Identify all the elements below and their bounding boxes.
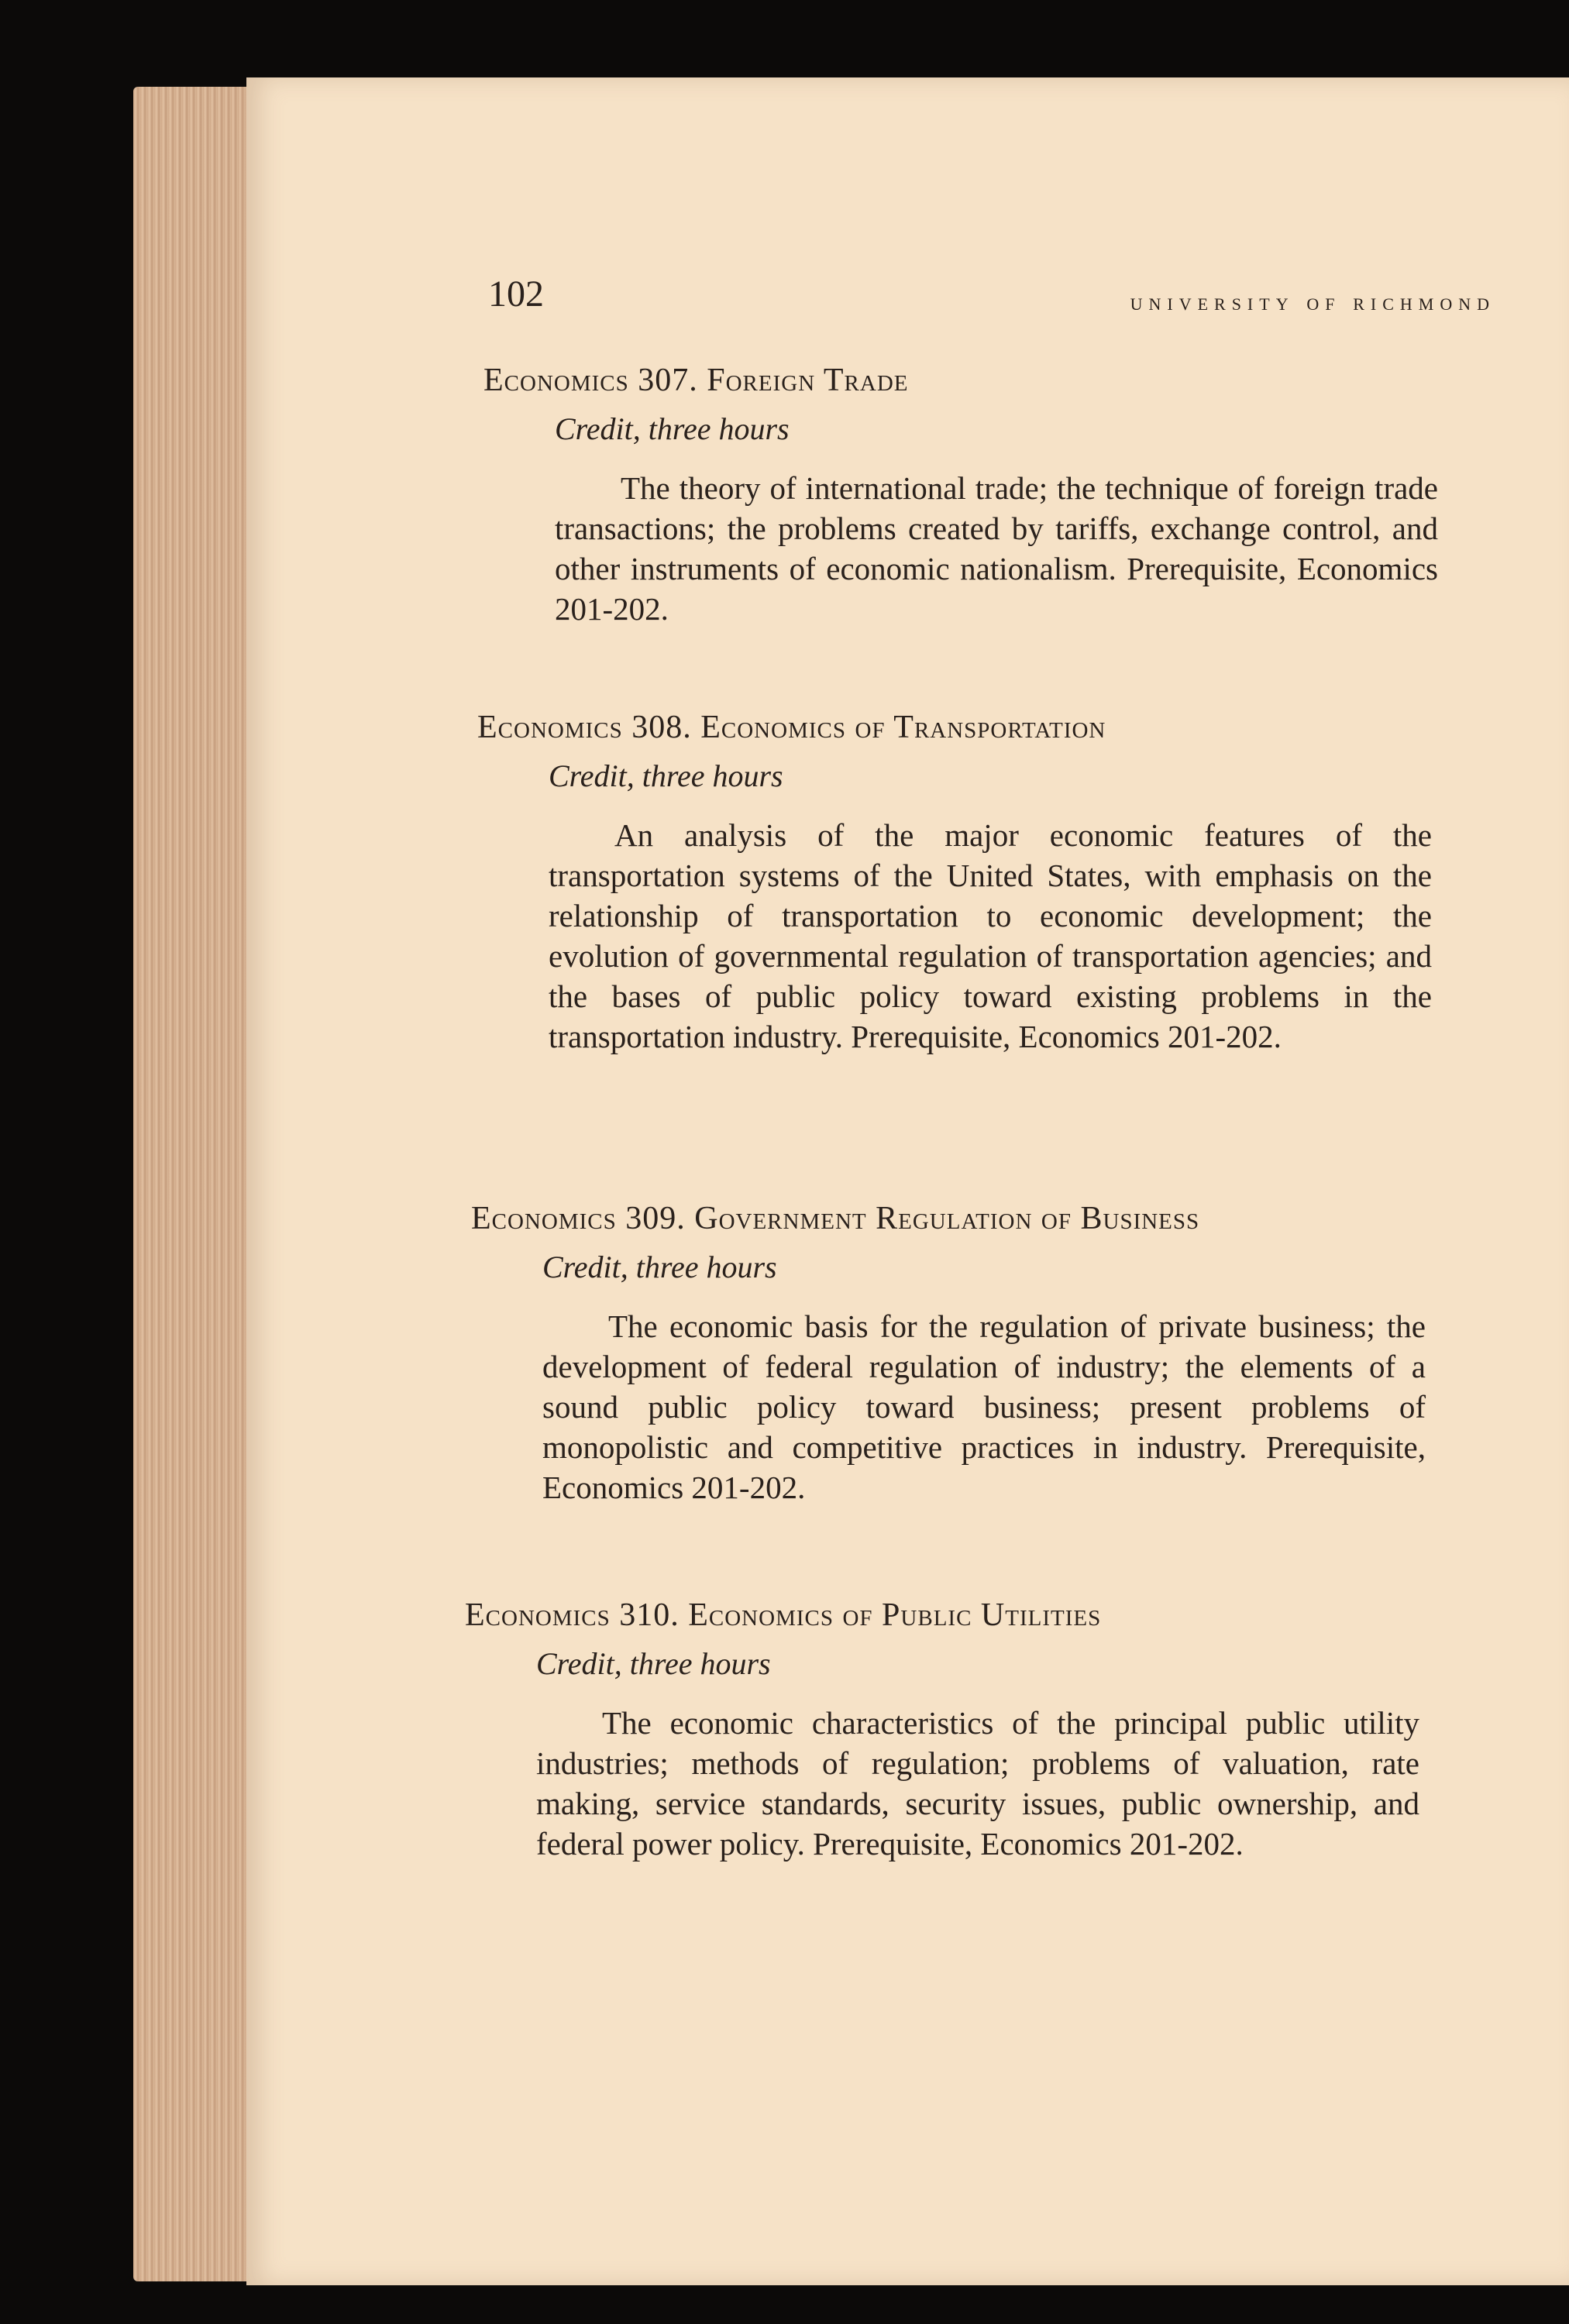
course-heading: Economics 307. Foreign Trade bbox=[483, 363, 909, 398]
course-entry-308 bbox=[477, 710, 1539, 1057]
running-head: university of richmond bbox=[1130, 288, 1495, 315]
page-content bbox=[246, 77, 1569, 2285]
course-heading: Economics 308. Economics of Transportation bbox=[477, 710, 1106, 745]
course-entry-310 bbox=[465, 1597, 1526, 1864]
course-credit: Credit, three hours bbox=[542, 1250, 777, 1285]
course-entry-309 bbox=[471, 1201, 1533, 1508]
course-credit: Credit, three hours bbox=[555, 411, 790, 447]
course-heading: Economics 310. Economics of Public Utilities bbox=[465, 1597, 1102, 1633]
course-heading: Economics 309. Government Regulation of Business bbox=[471, 1201, 1200, 1236]
course-description: The theory of international trade; the technique of foreign trade transactions; the problems created by tariffs, exchange control, and other instruments of economic nationalism. Prerequisite, Economics 201-202. bbox=[555, 470, 1438, 627]
course-description: The economic characteristics of the principal public utility industries; methods of regulation; problems of valuation, rate making, service standards, security issues, public ownership, and federal power policy. Prerequisite, Economics 201-202. bbox=[536, 1705, 1419, 1862]
course-description: An analysis of the major economic features of the transportation systems of the United States, with emphasis on the relationship of transportation to economic development; the evolution of governmental regulation of transportation agencies; and the bases of public policy toward existing problems in the transportation industry. Prerequisite, Economics 201-202. bbox=[549, 817, 1432, 1055]
course-credit: Credit, three hours bbox=[536, 1646, 771, 1682]
course-credit: Credit, three hours bbox=[549, 758, 783, 794]
page-paper bbox=[246, 77, 1569, 2285]
page-edges bbox=[133, 87, 265, 2281]
course-description: The economic basis for the regulation of private business; the development of federal regulation of industry; the elements of a sound public policy toward business; present problems of monopolistic and competitive practices in industry. Prerequisite, Economics 201-202. bbox=[542, 1308, 1426, 1506]
page-number: 102 bbox=[488, 273, 544, 315]
course-entry-307 bbox=[483, 363, 1545, 629]
